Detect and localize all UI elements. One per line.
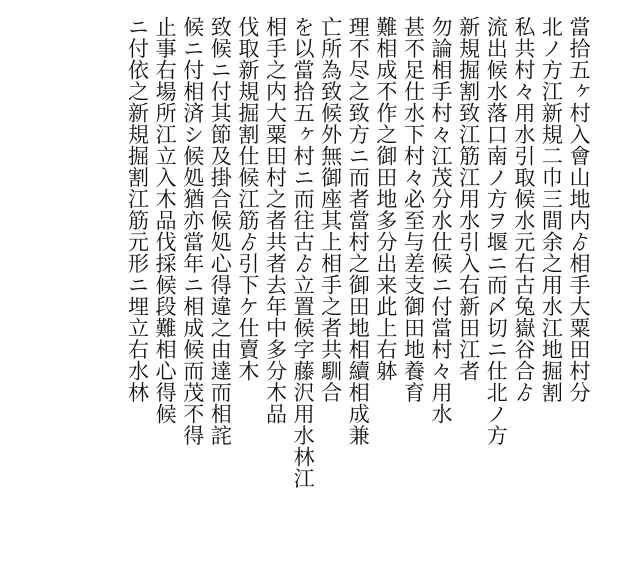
text-column: 亡所為致候外無御座其上相手之者共馴合 (318, 16, 343, 403)
text-column: 止事右場所江立入木品伐採候段難相心得候 (153, 16, 178, 425)
text-column: 候ニ付相済シ候処猶亦當年ニ相成候而茂不得 (180, 16, 205, 446)
text-column: 相手之内大粟田村之者共者去年中多分木品 (263, 16, 288, 425)
text-column: 私共村々用水引取候水元右古兔嶽谷合ゟ (511, 16, 536, 403)
text-column: ニ付依之新規掘割江筋元形ニ埋立右水林 (125, 16, 150, 403)
text-column: 勿論相手村々江茂分水仕候ニ付當村々用水 (429, 16, 454, 425)
text-column: 理不尽之致方ニ而者當村之御田地相續相成兼 (346, 16, 371, 446)
text-column: 當拾五ヶ村入會山地内ゟ相手大粟田村分 (567, 16, 591, 403)
text-column: 北ノ方江新規二巾三間余之用水江地掘割 (539, 16, 564, 403)
text-column: 難相成不作之御田地多分出来此上右躰 (373, 16, 398, 382)
text-column: 甚不足仕水下村々必至与差支御田地養育 (401, 16, 426, 403)
text-column: 流出候水落口南ノ方ヲ堰ニ而〆切ニ仕北ノ方 (484, 16, 509, 446)
text-column: を以當拾五ヶ村ニ而往古ゟ立置候字藤沢用水林江 (291, 16, 316, 489)
text-column: 新規掘割致江筋江用水引入右新田江者 (456, 16, 481, 382)
text-column: 致候ニ付其節及掛合候処心得違之由達而相詫 (208, 16, 233, 446)
vertical-text-block (125, 16, 592, 536)
text-column: 伐取新規掘割仕候江筋ゟ引下ケ仕賣木 (235, 16, 260, 382)
